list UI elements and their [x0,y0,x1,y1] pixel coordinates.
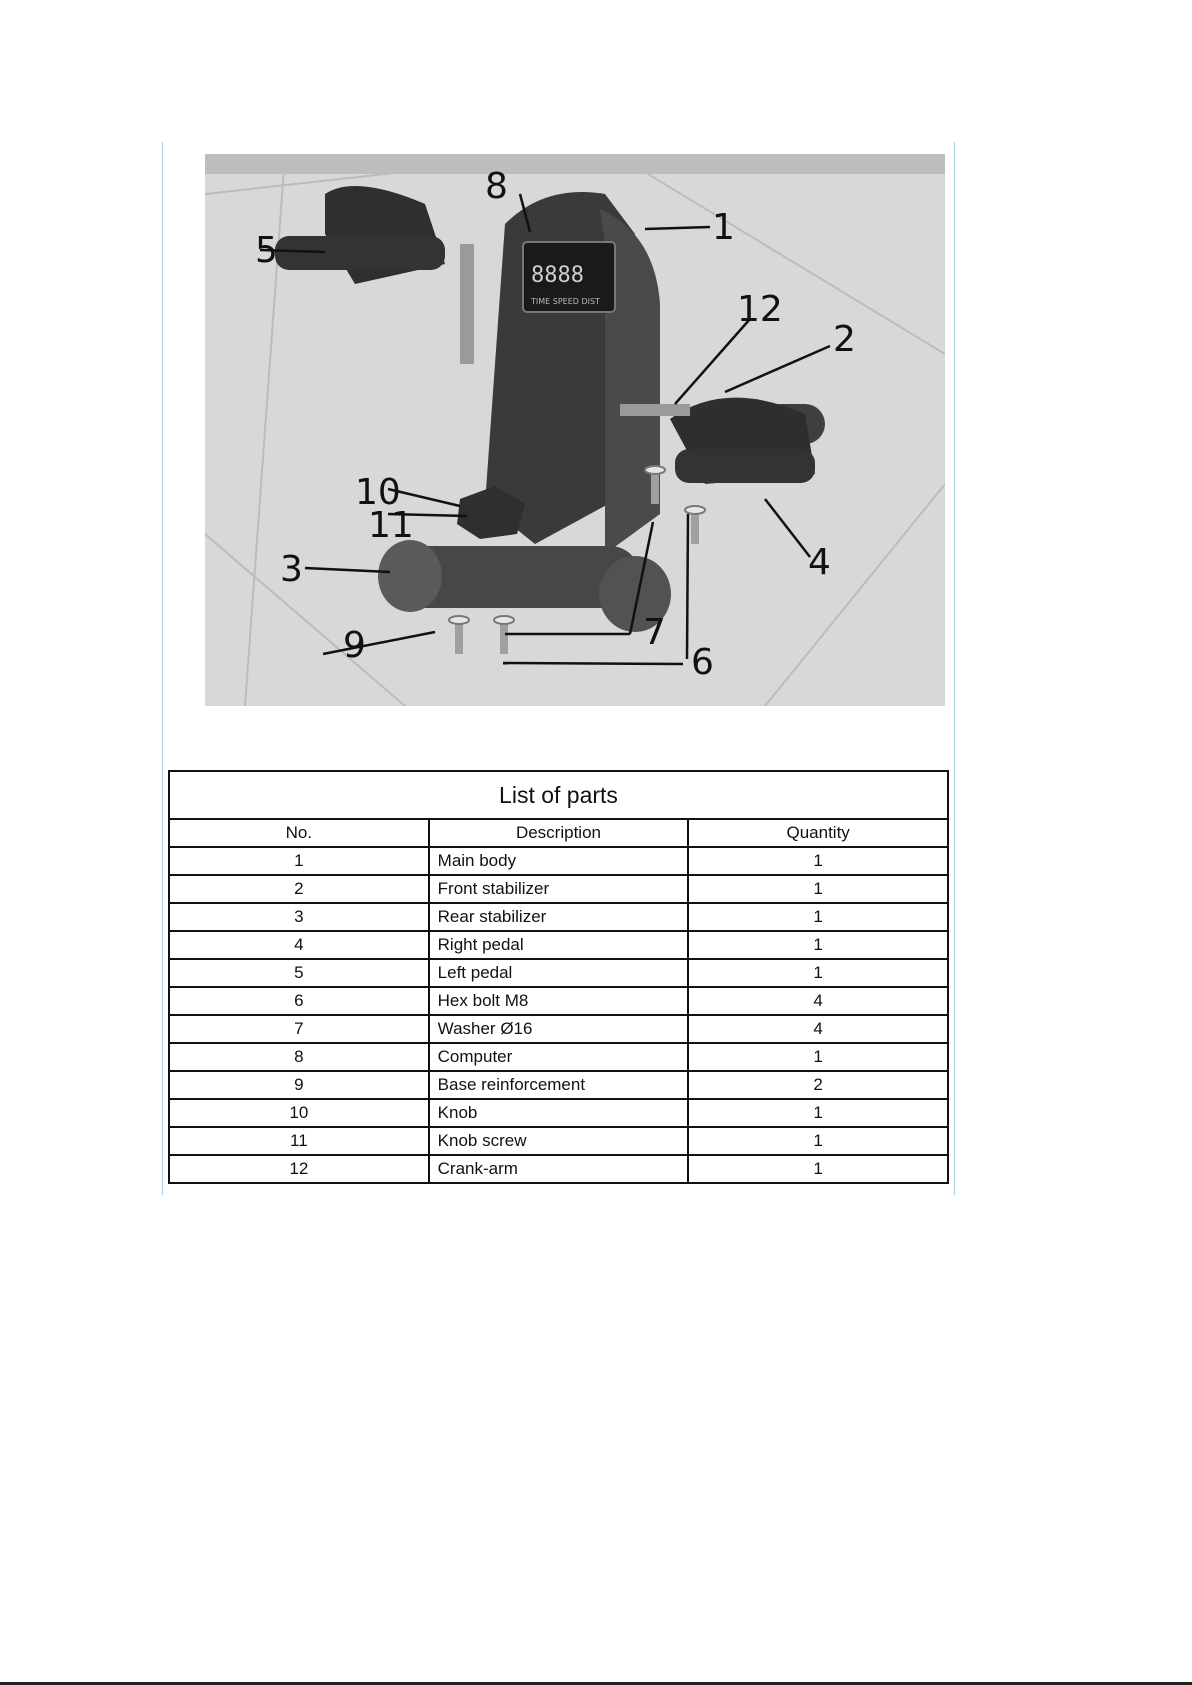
column-header-description: Description [429,819,689,847]
callout-8: 8 [485,166,508,207]
table-row [169,1071,948,1099]
callout-2: 2 [833,319,856,360]
part-number: 10 [169,1099,429,1127]
part-description: Knob screw [429,1127,689,1155]
part-number: 12 [169,1155,429,1183]
table-row [169,1099,948,1127]
part-number: 3 [169,903,429,931]
callout-5: 5 [255,230,278,271]
table-row [169,987,948,1015]
page-frame-left-border [162,142,163,1195]
part-number: 6 [169,987,429,1015]
product-photo [205,154,945,706]
part-description: Rear stabilizer [429,903,689,931]
callout-11: 11 [368,505,414,546]
table-row [169,1043,948,1071]
part-description: Hex bolt M8 [429,987,689,1015]
part-quantity: 1 [688,847,948,875]
part-quantity: 1 [688,959,948,987]
table-row [169,903,948,931]
part-description: Left pedal [429,959,689,987]
part-description: Right pedal [429,931,689,959]
callout-9: 9 [343,625,366,666]
part-quantity: 1 [688,1099,948,1127]
part-quantity: 1 [688,903,948,931]
table-header-row [169,819,948,847]
part-description: Front stabilizer [429,875,689,903]
parts-list-table [168,770,949,1184]
table-row [169,1127,948,1155]
part-number: 1 [169,847,429,875]
column-header-quantity: Quantity [688,819,948,847]
part-number: 2 [169,875,429,903]
table-row [169,847,948,875]
part-description: Main body [429,847,689,875]
callout-4: 4 [808,542,831,583]
svg-text:TIME SPEED DIST: TIME SPEED DIST [531,297,600,306]
part-quantity: 2 [688,1071,948,1099]
table-row [169,959,948,987]
part-quantity: 1 [688,1043,948,1071]
part-quantity: 1 [688,875,948,903]
part-description: Base reinforcement [429,1071,689,1099]
part-quantity: 4 [688,987,948,1015]
part-description: Crank-arm [429,1155,689,1183]
part-number: 7 [169,1015,429,1043]
parts-list-title: List of parts [169,771,948,819]
callout-6: 6 [691,642,714,683]
exercise-bike-illustration [205,154,945,706]
table-row [169,1015,948,1043]
page-frame-right-border [954,142,955,1195]
part-description: Knob [429,1099,689,1127]
callout-10: 10 [355,472,401,513]
part-quantity: 4 [688,1015,948,1043]
callout-3: 3 [280,549,303,590]
callout-7: 7 [643,612,666,653]
part-quantity: 1 [688,931,948,959]
part-number: 9 [169,1071,429,1099]
callout-12: 12 [737,289,783,330]
svg-text:8888: 8888 [531,263,584,288]
part-number: 5 [169,959,429,987]
callout-1: 1 [712,207,735,248]
part-number: 8 [169,1043,429,1071]
part-number: 11 [169,1127,429,1155]
part-number: 4 [169,931,429,959]
table-row [169,931,948,959]
part-description: Washer Ø16 [429,1015,689,1043]
part-quantity: 1 [688,1155,948,1183]
table-row [169,875,948,903]
column-header-no: No. [169,819,429,847]
part-quantity: 1 [688,1127,948,1155]
table-row [169,1155,948,1183]
part-description: Computer [429,1043,689,1071]
